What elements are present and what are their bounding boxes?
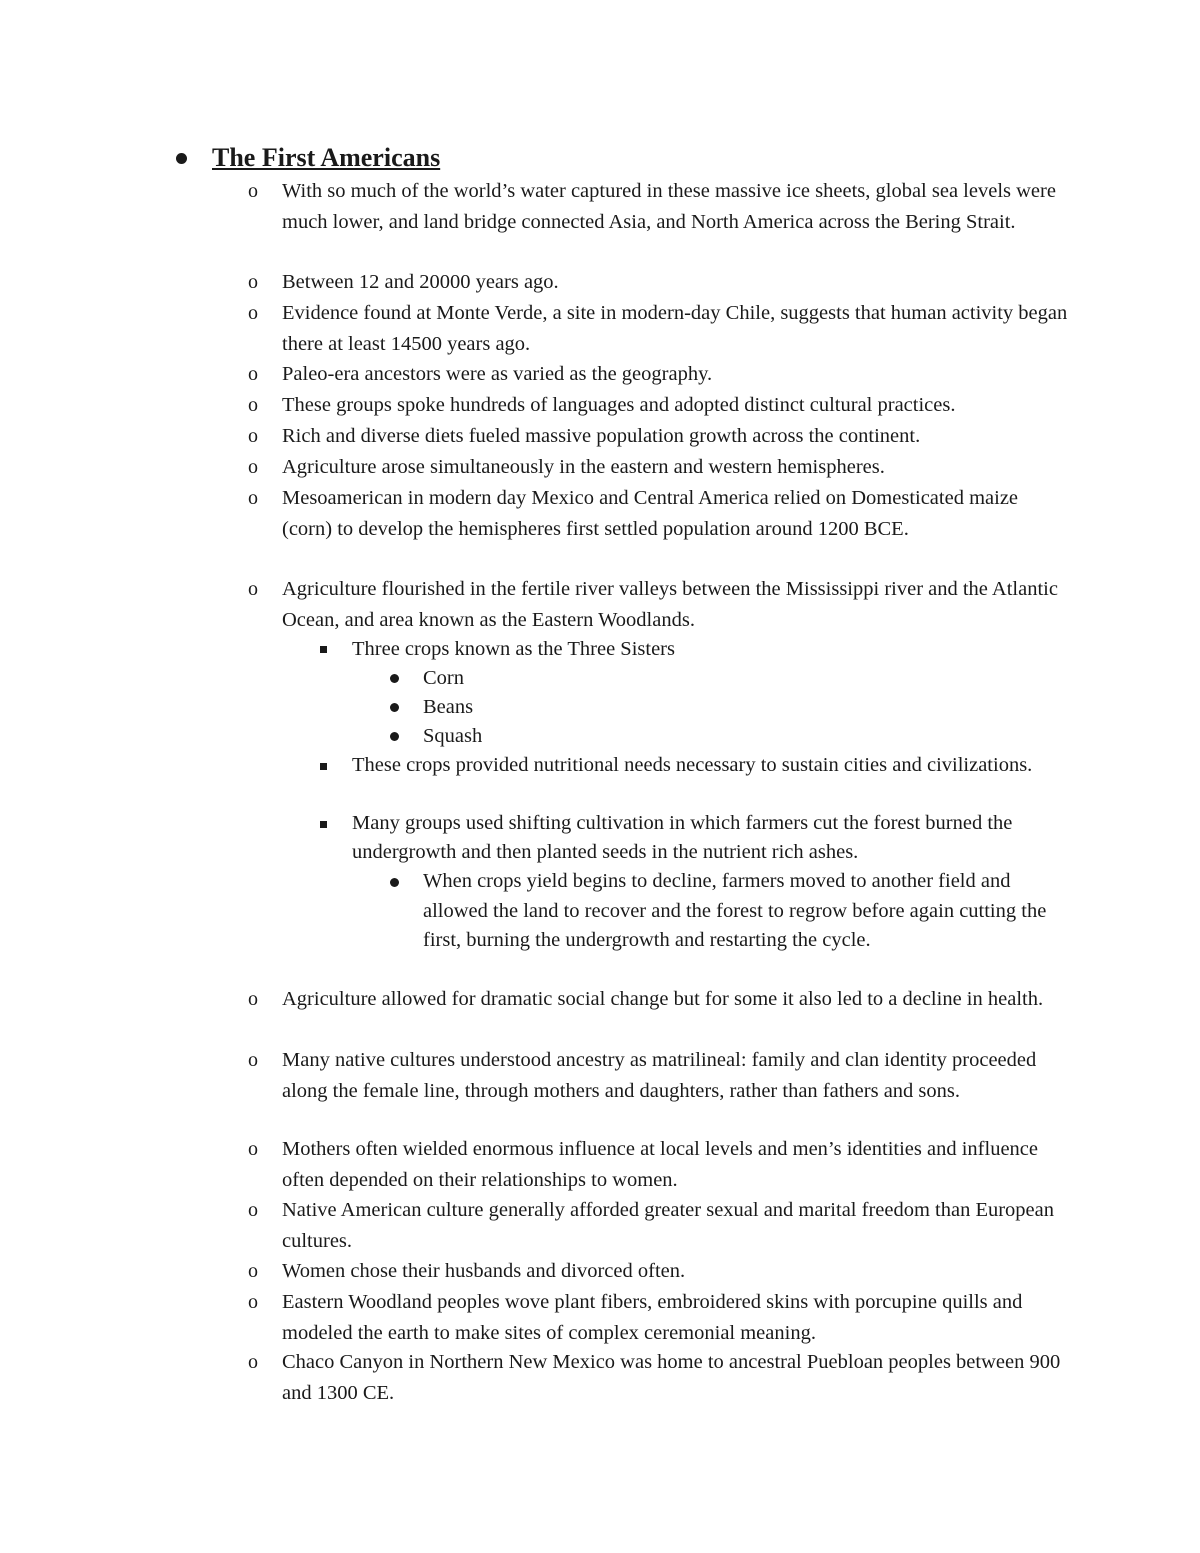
- list-item-text: These crops provided nutritional needs necessary to sustain cities and civilizations.: [352, 754, 1033, 776]
- circle-bullet-icon: o: [248, 180, 258, 202]
- list-item: [318, 751, 1068, 780]
- list-item: [318, 809, 1068, 867]
- list-item: [248, 421, 1068, 452]
- list-item: [248, 1347, 1068, 1408]
- list-item: [248, 390, 1068, 421]
- disc-bullet-icon: [390, 674, 399, 683]
- page-title: The First Americans: [212, 143, 441, 172]
- circle-bullet-icon: o: [248, 1351, 258, 1373]
- list-item: [248, 298, 1068, 359]
- list-item-text: Corn: [423, 667, 464, 689]
- list-item-text: With so much of the world’s water captured in these massive ice sheets, global sea levels were much lower, and land bridge connected Asia, and North America across the Bering Strait.: [282, 180, 1056, 233]
- square-bullet-icon: [320, 821, 327, 828]
- list-item-text: Agriculture allowed for dramatic social change but for some it also led to a decline in health.: [282, 988, 1044, 1010]
- circle-bullet-icon: o: [248, 394, 258, 416]
- list-item-text: Evidence found at Monte Verde, a site in modern-day Chile, suggests that human activity began there at least 14500 years ago.: [282, 302, 1068, 355]
- list-item: [248, 574, 1068, 635]
- circle-bullet-icon: o: [248, 1199, 258, 1221]
- disc-bullet-icon: [390, 732, 399, 741]
- list-item: [248, 984, 1068, 1015]
- circle-bullet-icon: o: [248, 1138, 258, 1160]
- list-item: [248, 359, 1068, 390]
- heading-bullet-icon: [176, 153, 187, 164]
- list-item-text: Mesoamerican in modern day Mexico and Central America relied on Domesticated maize (corn) to develop the hemispheres first settled population around 1200 BCE.: [282, 487, 1019, 540]
- list-item-text: Many groups used shifting cultivation in which farmers cut the forest burned the undergrowth and then planted seeds in the nutrient rich ashes.: [352, 812, 1013, 863]
- list-item: [388, 721, 1068, 752]
- circle-bullet-icon: o: [248, 456, 258, 478]
- list-item: [248, 1045, 1068, 1106]
- circle-bullet-icon: o: [248, 578, 258, 600]
- list-item-text: Many native cultures understood ancestry as matrilineal: family and clan identity proceeded along the female line, through mothers and daughters, rather than fathers and sons.: [282, 1049, 1037, 1102]
- list-item-text: Three crops known as the Three Sisters: [352, 638, 675, 660]
- list-item-text: Mothers often wielded enormous influence at local levels and men’s identities and influence often depended on their relationships to women.: [282, 1138, 1038, 1191]
- list-item: [248, 1195, 1068, 1256]
- disc-bullet-icon: [390, 703, 399, 712]
- list-item-text: Squash: [423, 725, 483, 747]
- disc-bullet-icon: [390, 878, 399, 887]
- square-bullet-icon: [320, 646, 327, 653]
- list-item: [388, 867, 1068, 956]
- circle-bullet-icon: o: [248, 1291, 258, 1313]
- list-item: [318, 634, 1068, 665]
- list-item: [248, 1287, 1068, 1348]
- circle-bullet-icon: o: [248, 363, 258, 385]
- list-item-text: Paleo-era ancestors were as varied as the geography.: [282, 363, 713, 385]
- list-item: [248, 1256, 1068, 1287]
- circle-bullet-icon: o: [248, 988, 258, 1010]
- circle-bullet-icon: o: [248, 425, 258, 447]
- list-item: [248, 452, 1068, 483]
- list-item-text: Beans: [423, 696, 474, 718]
- list-item-text: Native American culture generally afforded greater sexual and marital freedom than European cultures.: [282, 1199, 1055, 1252]
- circle-bullet-icon: o: [248, 1049, 258, 1071]
- list-item: [248, 176, 1068, 237]
- circle-bullet-icon: o: [248, 1260, 258, 1282]
- list-item: [388, 663, 1068, 694]
- list-item-text: When crops yield begins to decline, farmers moved to another field and allowed the land to recover and the forest to regrow before again cutting the first, burning the undergrowth and restarting the cycle.: [423, 870, 1047, 951]
- list-item-text: Agriculture flourished in the fertile river valleys between the Mississippi river and the Atlantic Ocean, and area known as the Eastern Woodlands.: [282, 578, 1058, 631]
- circle-bullet-icon: o: [248, 302, 258, 324]
- list-item-text: Rich and diverse diets fueled massive population growth across the continent.: [282, 425, 921, 447]
- list-item: [248, 483, 1068, 544]
- list-item: [248, 1134, 1068, 1195]
- list-item-text: Agriculture arose simultaneously in the eastern and western hemispheres.: [282, 456, 885, 478]
- list-item-text: Women chose their husbands and divorced often.: [282, 1260, 686, 1282]
- list-item-text: Eastern Woodland peoples wove plant fibers, embroidered skins with porcupine quills and modeled the earth to make sites of complex ceremonial meaning.: [282, 1291, 1023, 1344]
- list-item-text: Between 12 and 20000 years ago.: [282, 271, 559, 293]
- circle-bullet-icon: o: [248, 487, 258, 509]
- list-item: [248, 267, 1068, 298]
- list-item: [388, 692, 1068, 723]
- circle-bullet-icon: o: [248, 271, 258, 293]
- square-bullet-icon: [320, 763, 327, 770]
- list-item-text: Chaco Canyon in Northern New Mexico was home to ancestral Puebloan peoples between 900 and 1300 CE.: [282, 1351, 1061, 1404]
- list-item-text: These groups spoke hundreds of languages and adopted distinct cultural practices.: [282, 394, 956, 416]
